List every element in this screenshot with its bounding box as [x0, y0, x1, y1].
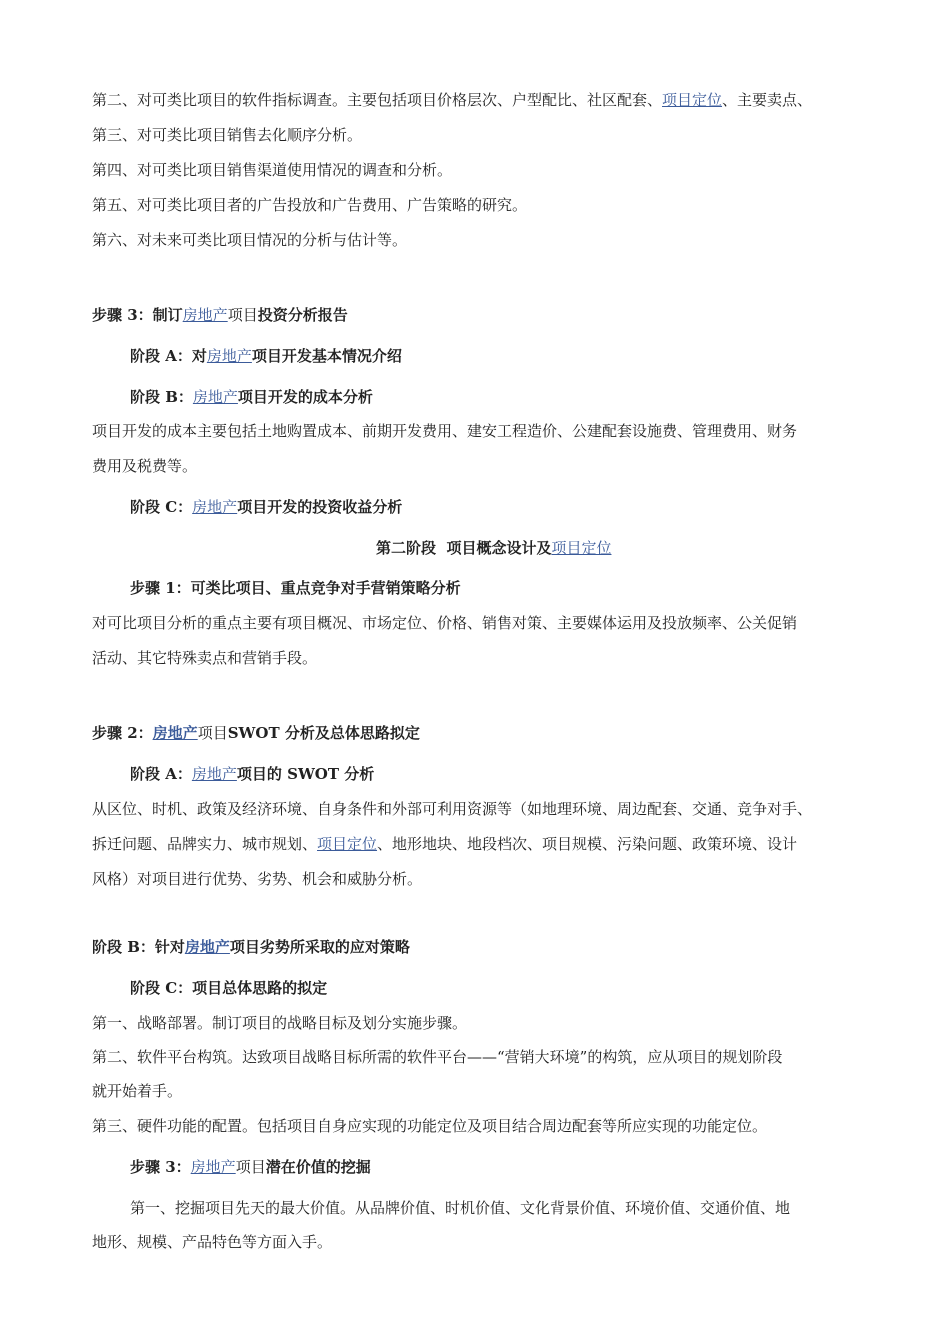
link-real-estate[interactable]: 房地产 — [152, 724, 198, 742]
link-real-estate[interactable]: 房地产 — [184, 938, 230, 956]
text: 项目开发的投资收益分析 — [237, 498, 403, 516]
text: 项目开发的成本分析 — [237, 388, 373, 406]
link-real-estate[interactable]: 房地产 — [182, 306, 228, 324]
paragraph-software-platform-1: 第二、软件平台构筑。达致项目战略目标所需的软件平台——“营销大环境”的构筑，应从项目的规划阶段 — [92, 1048, 783, 1066]
heading-phase-c-overall: 阶段 C：项目总体思路的拟定 — [130, 979, 328, 997]
text: 步骤 3：制订 — [92, 306, 183, 324]
text: 、主要卖点、 — [722, 91, 813, 109]
paragraph-hardware: 第三、硬件功能的配置。包括项目自身应实现的功能定位及项目结合周边配套等所应实现的功能定位。 — [92, 1117, 768, 1135]
link-real-estate[interactable]: 房地产 — [192, 498, 238, 516]
text: 阶段 B：针对 — [92, 938, 185, 956]
text: 步骤 3： — [130, 1158, 191, 1176]
heading-step-2-swot — [92, 723, 420, 743]
text: 项目开发基本情况介绍 — [251, 347, 402, 365]
heading-step-1-competitors: 步骤 1：可类比项目、重点竞争对手营销策略分析 — [130, 579, 461, 597]
paragraph-sales-channels: 第四、对可类比项目销售渠道使用情况的调查和分析。 — [92, 161, 453, 179]
paragraph-competitor-line-1: 对可比项目分析的重点主要有项目概况、市场定位、价格、销售对策、主要媒体运用及投放频率、公关促销 — [92, 614, 798, 632]
heading-phase-a-intro — [130, 346, 402, 366]
paragraph-cost-line-1: 项目开发的成本主要包括土地购置成本、前期开发费用、建安工程造价、公建配套设施费、管理费用、财务 — [92, 422, 798, 440]
link-real-estate[interactable]: 房地产 — [190, 1158, 236, 1176]
link-real-estate[interactable]: 房地产 — [192, 388, 238, 406]
text: 阶段 A：对 — [130, 347, 207, 365]
text: 第二、对可类比项目的软件指标调查。主要包括项目价格层次、户型配比、社区配套、 — [92, 91, 663, 109]
text: 阶段 B： — [130, 388, 193, 406]
paragraph-software-platform-2: 就开始着手。 — [92, 1082, 183, 1100]
paragraph-value-line-2: 地形、规模、产品特色等方面入手。 — [92, 1233, 333, 1251]
link-project-positioning[interactable]: 项目定位 — [551, 539, 612, 557]
text: 项目劣势所采取的应对策略 — [229, 938, 410, 956]
heading-phase-b-cost — [130, 387, 373, 407]
text: SWOT 分析及总体思路拟定 — [227, 724, 420, 742]
text: 拆迁问题、品牌实力、城市规划、 — [92, 835, 318, 853]
link-real-estate[interactable]: 房地产 — [191, 765, 237, 783]
link-project-positioning[interactable]: 项目定位 — [662, 91, 723, 109]
text: 投资分析报告 — [257, 306, 348, 324]
text: 第二阶段 项目概念设计及 — [376, 539, 552, 557]
text: 项目 — [235, 1158, 266, 1176]
text: 、地形地块、地段档次、项目规模、污染问题、政策环境、设计 — [377, 835, 798, 853]
paragraph-cost-line-2: 费用及税费等。 — [92, 457, 198, 475]
paragraph-swot-line-1: 从区位、时机、政策及经济环境、自身条件和外部可利用资源等（如地理环境、周边配套、交通、竞争对手、 — [92, 800, 813, 818]
text: 项目的 SWOT 分析 — [236, 765, 375, 783]
text: 项目 — [227, 306, 258, 324]
paragraph-software-indicators — [92, 90, 812, 110]
heading-step-3-investment — [92, 305, 348, 325]
text: 阶段 A： — [130, 765, 192, 783]
paragraph-sales-order: 第三、对可类比项目销售去化顺序分析。 — [92, 126, 363, 144]
link-project-positioning[interactable]: 项目定位 — [317, 835, 378, 853]
text: 步骤 2： — [92, 724, 153, 742]
paragraph-future-analysis: 第六、对未来可类比项目情况的分析与估计等。 — [92, 231, 408, 249]
text: 潜在价值的挖掘 — [265, 1158, 371, 1176]
heading-phase-c-return — [130, 497, 402, 517]
paragraph-advertising: 第五、对可类比项目者的广告投放和广告费用、广告策略的研究。 — [92, 196, 528, 214]
paragraph-value-line-1: 第一、挖掘项目先天的最大价值。从品牌价值、时机价值、文化背景价值、环境价值、交通价值、地 — [130, 1199, 791, 1217]
text: 项目 — [197, 724, 228, 742]
paragraph-swot-line-2 — [92, 834, 797, 854]
paragraph-competitor-line-2: 活动、其它特殊卖点和营销手段。 — [92, 649, 318, 667]
text: 阶段 C： — [130, 498, 193, 516]
paragraph-swot-line-3: 风格）对项目进行优势、劣势、机会和威胁分析。 — [92, 870, 423, 888]
heading-phase-b-weakness — [92, 937, 410, 957]
paragraph-strategy: 第一、战略部署。制订项目的战略目标及划分实施步骤。 — [92, 1014, 468, 1032]
section-title-phase-two — [376, 538, 611, 558]
heading-phase-a-swot — [130, 764, 374, 784]
link-real-estate[interactable]: 房地产 — [206, 347, 252, 365]
heading-step-3-value — [130, 1157, 371, 1177]
